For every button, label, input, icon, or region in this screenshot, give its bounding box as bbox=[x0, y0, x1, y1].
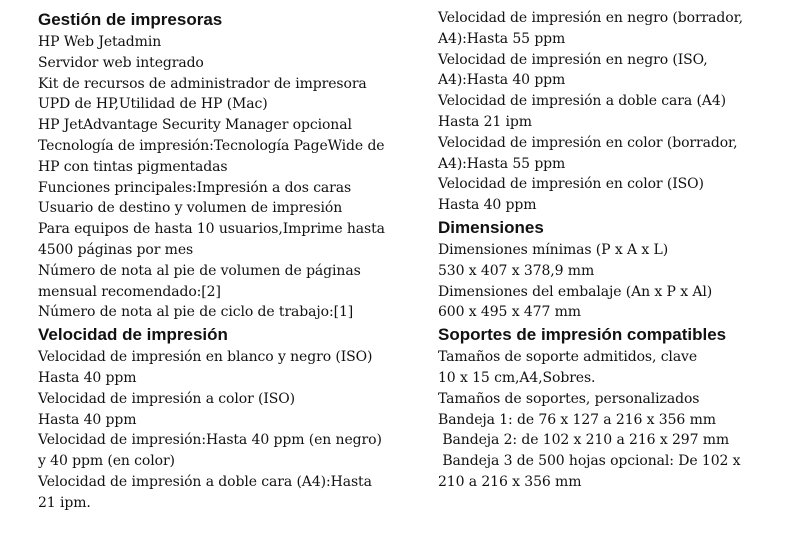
section-heading-printer-management: Gestión de impresoras bbox=[38, 10, 223, 29]
spec-line: A4):Hasta 55 ppm bbox=[438, 30, 566, 47]
spec-line: Velocidad de impresión en negro (ISO, bbox=[438, 51, 708, 68]
spec-line: Velocidad de impresión a color (ISO) bbox=[38, 390, 296, 407]
spec-line: Velocidad de impresión en color (ISO) bbox=[438, 176, 704, 193]
spec-line: Velocidad de impresión a doble cara (A4) bbox=[438, 93, 726, 110]
spec-line: Velocidad de impresión en color (borrador, bbox=[438, 134, 738, 151]
spec-line: Hasta 40 ppm bbox=[38, 411, 137, 428]
spec-line: Velocidad de impresión:Hasta 40 ppm (en negro) bbox=[38, 432, 382, 449]
spec-line: Hasta 40 ppm bbox=[38, 369, 137, 386]
section-heading-supported-media: Soportes de impresión compatibles bbox=[438, 325, 727, 345]
spec-line: Tecnología de impresión:Tecnología PageWide de bbox=[38, 137, 385, 154]
spec-line: UPD de HP,Utilidad de HP (Mac) bbox=[38, 96, 268, 113]
printer-management-lines bbox=[38, 32, 410, 323]
left-column bbox=[38, 8, 410, 514]
spec-line: Bandeja 2: de 102 x 210 a 216 x 297 mm bbox=[438, 432, 730, 449]
spec-line: Número de nota al pie de ciclo de trabajo:[1] bbox=[38, 304, 354, 321]
spec-line: HP Web Jetadmin bbox=[38, 34, 162, 50]
spec-line: Kit de recursos de administrador de impresora bbox=[38, 75, 367, 92]
spec-line: 530 x 407 x 378,9 mm bbox=[438, 262, 595, 279]
spec-line: Tamaños de soportes, personalizados bbox=[438, 390, 700, 407]
spec-line: Funciones principales:Impresión a dos caras bbox=[38, 179, 352, 196]
spec-line: Bandeja 3 de 500 hojas opcional: De 102 x bbox=[438, 453, 741, 470]
spec-line: HP con tintas pigmentadas bbox=[38, 158, 228, 175]
dimensions-lines bbox=[438, 240, 778, 323]
spec-line: HP JetAdvantage Security Manager opcional bbox=[38, 117, 352, 134]
spec-line: mensual recomendado:[2] bbox=[38, 283, 221, 300]
spec-line: A4):Hasta 40 ppm bbox=[438, 72, 566, 89]
spec-line: Dimensiones mínimas (P x A x L) bbox=[438, 241, 669, 258]
section-heading-dimensions: Dimensiones bbox=[438, 217, 544, 237]
spec-line: Hasta 40 ppm bbox=[438, 197, 537, 214]
spec-line: Dimensiones del embalaje (An x P x Al) bbox=[438, 283, 713, 300]
spec-line: 600 x 495 x 477 mm bbox=[438, 304, 581, 321]
section-heading-print-speed: Velocidad de impresión bbox=[38, 325, 228, 345]
spec-line: Servidor web integrado bbox=[38, 54, 204, 71]
spec-line: y 40 ppm (en color) bbox=[38, 453, 175, 470]
spec-line: 4500 páginas por mes bbox=[38, 241, 194, 258]
print-speed-lines bbox=[38, 347, 410, 513]
spec-line: Hasta 21 ipm bbox=[438, 113, 532, 130]
right-column bbox=[438, 8, 778, 493]
spec-line: Velocidad de impresión en negro (borrador, bbox=[438, 10, 743, 26]
spec-line: 10 x 15 cm,A4,Sobres. bbox=[438, 369, 596, 386]
spec-line: Tamaños de soporte admitidos, clave bbox=[438, 349, 698, 366]
spec-line: A4):Hasta 55 ppm bbox=[438, 155, 566, 172]
spec-line: Bandeja 1: de 76 x 127 a 216 x 356 mm bbox=[438, 411, 716, 428]
spec-line: 21 ipm. bbox=[38, 494, 91, 511]
print-speed-continued-lines bbox=[438, 8, 778, 216]
supported-media-lines bbox=[438, 347, 778, 493]
spec-line: 210 a 216 x 356 mm bbox=[438, 473, 582, 490]
spec-line: Usuario de destino y volumen de impresión bbox=[38, 200, 343, 217]
spec-line: Velocidad de impresión a doble cara (A4):Hasta bbox=[38, 473, 372, 490]
spec-line: Velocidad de impresión en blanco y negro (ISO) bbox=[38, 349, 373, 366]
spec-line: Para equipos de hasta 10 usuarios,Imprime hasta bbox=[38, 221, 385, 238]
spec-line: Número de nota al pie de volumen de páginas bbox=[38, 262, 361, 279]
